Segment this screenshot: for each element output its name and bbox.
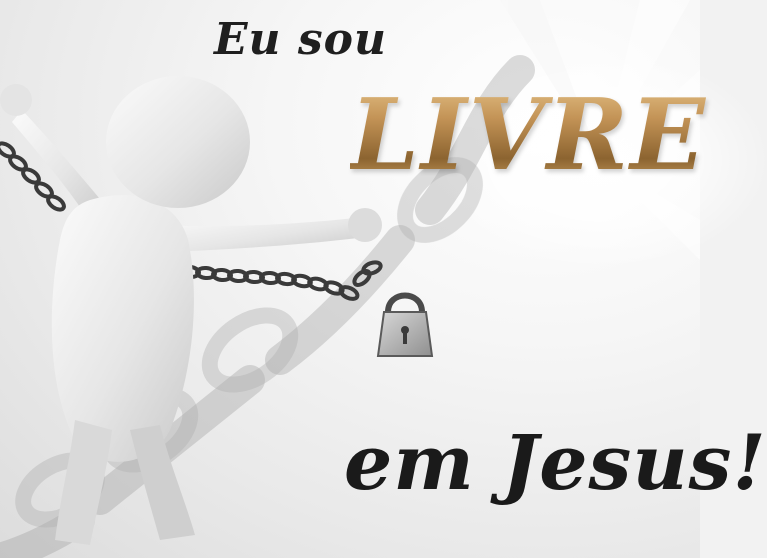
right-fist bbox=[348, 208, 382, 242]
caption-eu-sou: Eu sou bbox=[214, 14, 387, 65]
left-fist bbox=[0, 84, 32, 116]
caption-em-jesus: em Jesus! bbox=[344, 418, 767, 507]
caption-livre: LIVRE bbox=[350, 78, 707, 193]
figure-head bbox=[106, 76, 250, 208]
padlock-icon bbox=[378, 296, 432, 357]
